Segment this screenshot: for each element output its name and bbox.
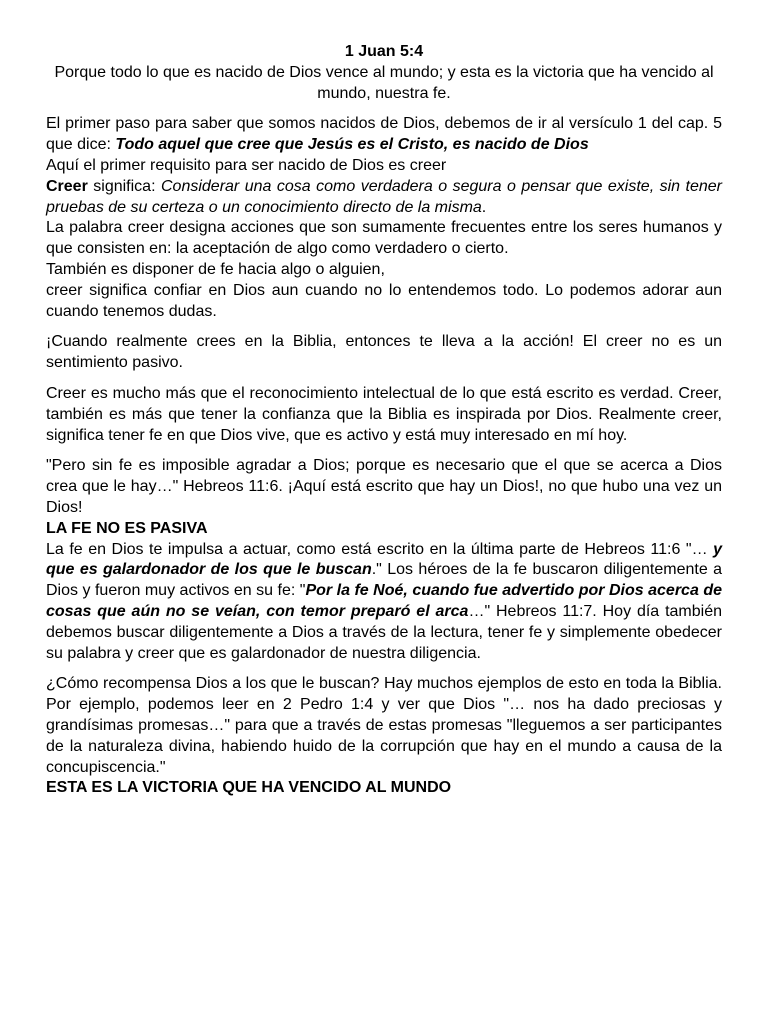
creer-term: Creer <box>46 177 88 195</box>
faith-impulse-text-2: ." Los héroes de la fe buscaron diligentemente a Dios y fueron muy activos en su fe: " <box>46 561 722 600</box>
paragraph-first-step-quote: Todo aquel que cree que Jesús es el Cristo, es nacido de Dios <box>115 136 589 154</box>
creer-definition-text: Considerar una cosa como verdadera o segura o pensar que existe, sin tener pruebas de su certeza o un conocimiento directo de la misma <box>46 177 723 216</box>
paragraph-word-creer: La palabra creer designa acciones que son sumamente frecuentes entre los seres humanos y que consisten en: la aceptación de algo como verdadero o cierto. <box>46 219 722 258</box>
section-heading-faith-not-passive: LA FE NO ES PASIVA <box>46 519 208 537</box>
paragraph-first-step <box>46 114 722 156</box>
paragraph-first-step-text: El primer paso para saber que somos nacidos de Dios, debemos de ir al versículo 1 del cap. 5 que dice: <box>46 115 722 154</box>
paragraph-reward: ¿Cómo recompensa Dios a los que le buscan? Hay muchos ejemplos de esto en toda la Biblia. Por ejemplo, podemos leer en 2 Pedro 1:4 y ver que Dios "… nos ha dado preciosas y grandísimas promesas…" para que a través de estas promesas "lleguemos a ser participantes de la naturaleza divina, habiendo huido de la corrupción que hay en el mundo a causa de la concupiscencia." <box>46 675 722 776</box>
faith-impulse-text-3: …" Hebreos 11:7. Hoy día también debemos buscar diligentemente a Dios a través de la lectura, tener fe y simplemente obedecer su palabra y creer que es galardonador de nuestra diligencia. <box>46 602 722 662</box>
faith-impulse-text-1: La fe en Dios te impulsa a actuar, como está escrito en la última parte de Hebreos 11:6 "… <box>46 540 714 558</box>
faith-impulse-quote-1: y que es galardonador de los que le buscan <box>46 540 722 579</box>
paragraph-faith-impulse <box>46 540 722 665</box>
paragraph-dispose-faith: También es disponer de fe hacia algo o alguien, <box>46 260 385 278</box>
creer-connector: significa: <box>87 177 161 195</box>
paragraph-creer-definition <box>46 177 722 219</box>
paragraph-intellectual: Creer es mucho más que el reconocimiento intelectual de lo que está escrito es verdad. Creer, también es más que tener la confianza que la Biblia es inspirada por Dios. Realmente creer, significa tener fe en que Dios vive, que es activo y está muy interesado en mí hoy. <box>46 384 722 444</box>
paragraph-hebrews-11-6: "Pero sin fe es imposible agradar a Dios; porque es necesario que el que se acerca a Dios crea que le hay…" Hebreos 11:6. ¡Aquí está escrito que hay un Dios!, no que hubo una vez un Dios! <box>46 457 722 516</box>
section-heading-victory: ESTA ES LA VICTORIA QUE HA VENCIDO AL MUNDO <box>46 779 452 797</box>
paragraph-action: ¡Cuando realmente crees en la Biblia, entonces te lleva a la acción! El creer no es un sentimiento pasivo. <box>46 333 722 372</box>
creer-definition-period: . <box>481 198 487 216</box>
verse-text: Porque todo lo que es nacido de Dios vence al mundo; y esta es la victoria que ha vencido al mundo, nuestra fe. <box>54 63 714 102</box>
document-title: 1 Juan 5:4 <box>344 43 424 60</box>
paragraph-first-requirement: Aquí el primer requisito para ser nacido de Dios es creer <box>46 156 447 174</box>
paragraph-trust-god: creer significa confiar en Dios aun cuando no lo entendemos todo. Lo podemos adorar aun cuando tenemos dudas. <box>46 281 722 320</box>
faith-impulse-quote-2: Por la fe Noé, cuando fue advertido por Dios acerca de cosas que aún no se veían, con temor preparó el arca <box>46 582 723 620</box>
